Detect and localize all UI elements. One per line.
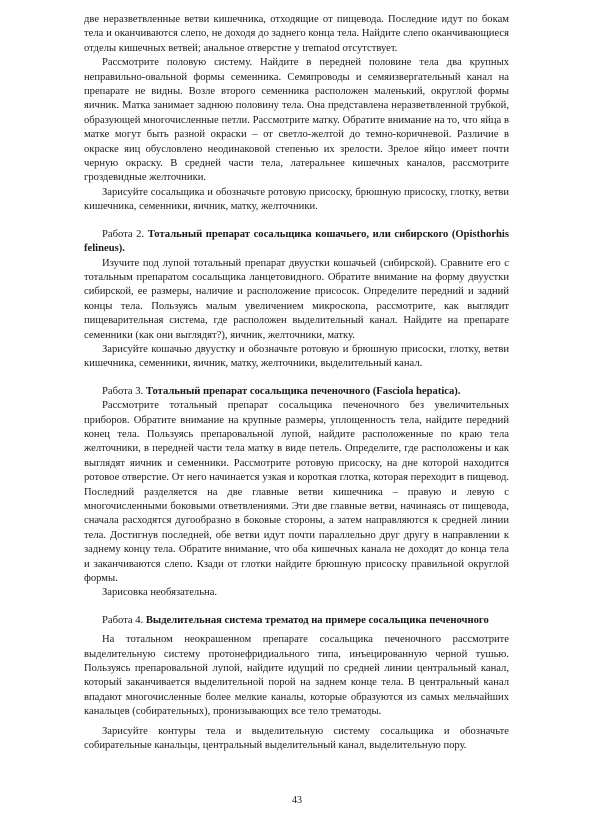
work-2-title: Тотальный препарат сосальщика кошачьего, или сибирского (Opisthorhis felineus). xyxy=(84,228,509,255)
work-4-heading xyxy=(84,614,509,628)
work-2-paragraph-2: Зарисуйте кошачью двуустку и обозначьте ротовую и брюшную присоски, глотку, ветви кишечника, семенники, яичник, матку, желточники, выделительный канал. xyxy=(84,343,509,370)
work-3-heading xyxy=(84,385,509,399)
work-2-prefix: Работа 2. xyxy=(102,228,148,240)
work-3-paragraph-1: Рассмотрите тотальный препарат сосальщика печеночного без увеличительных приборов. Обратите внимание на крупные размеры, уплощенность тела, найдите передний конец тела. Пользуясь препаровальной лупой, найдите расположенные по краю тела желточники, в передней части тела матку в виде петель. Определите, где расположены и как выглядят яичник и семенники. Рассмотрите ротовую присоску, на дне которой находится ротовое отверстие. От него начинается узкая и короткая глотка, которая переходит в пищевод. Последний разделяется на две главные ветви кишечника – правую и левую с многочисленными боковыми ответвлениями. Эти две главные ветви, начинаясь от пищевода, сначала расходятся дугообразно в боковые стороны, а затем направляются к средней линии тела. Достигнув последней, обе ветви идут почти параллельно друг другу в направлении к заднему концу тела. Обратите внимание, что оба кишечных канала не доходят до конца тела и заканчиваются слепо. Кзади от глотки найдите брюшную присоску правильной округлой формы. xyxy=(84,400,509,585)
spacer xyxy=(84,601,509,614)
work-4-title: Выделительная система трематод на примере сосальщика печеночного xyxy=(145,614,489,626)
intro-paragraph-2: Рассмотрите половую систему. Найдите в передней половине тела два крупных неправильно-овальной формы семенника. Семяпроводы и семяизвергательный канал на препарате не видны. Возле второго семенника расположен маленький, округлой формы яичник. Матка занимает заднюю половину тела. Она представлена неразветвленной трубкой, образующей многочисленные петли. Рассмотрите матку. Обратите внимание на то, что яйца в матке могут быть разной окраски – от светло-желтой до темно-коричневой. Различие в окраске яиц обусловлено неодинаковой степенью их зрелости. Зрелое яйцо имеет почти черную окраску. В средней части тела, латеральнее кишечных каналов, рассмотрите гроздевидные желточники. xyxy=(84,57,509,184)
page-number: 43 xyxy=(292,795,302,806)
spacer xyxy=(84,215,509,228)
work-2-paragraph-1: Изучите под лупой тотальный препарат двуустки кошачьей (сибирской). Сравните его с тотальным препаратом сосальщика ланцетовидного. Обратите внимание на форму двуустки сибирской, ее размеры, наличие и расположение присосок. Определите передний и задний концы тела. Пользуясь малым увеличением микроскопа, рассмотрите, как выглядит пищеварительная система, где расположен выделительный канал. Найдите на препарате семенники (как они выглядят?), яичник, желточники, матку. xyxy=(84,257,509,341)
intro-paragraph-1: две неразветвленные ветви кишечника, отходящие от пищевода. Последние идут по бокам тела и оканчиваются слепо, не доходя до заднего конца тела. Найдите слепо оканчивающиеся отделы кишечных ветвей; анальное отверстие у trematod отсутствует. xyxy=(84,14,509,54)
work-4-paragraph-2: Зарисуйте контуры тела и выделительную систему сосальщика и обозначьте собирательные канальцы, центральный выделительный канал, выделительную пору. xyxy=(84,725,509,752)
work-2-heading xyxy=(84,228,509,257)
work-3-paragraph-2: Зарисовка необязательна. xyxy=(102,587,218,599)
work-3-title: Тотальный препарат сосальщика печеночного (Fasciola hepatica). xyxy=(145,385,461,397)
spacer xyxy=(84,372,509,385)
work-4-prefix: Работа 4. xyxy=(102,614,146,626)
work-3-prefix: Работа 3. xyxy=(102,385,146,397)
intro-paragraph-3: Зарисуйте сосальщика и обозначьте ротовую присоску, брюшную присоску, глотку, ветви кишечника, семенники, яичник, матку, желточники. xyxy=(84,186,509,213)
work-4-paragraph-1: На тотальном неокрашенном препарате сосальщика печеночного рассмотрите выделительную систему протонефридиального типа, инъецированную черной тушью. Пользуясь препаровальной лупой, найдите идущий по средней линии центральный канал, который заканчивается выделительной порой на заднем конце тела. В центральный канал впадают многочисленные более мелкие каналы, которые образуются из самых мельчайших канальцев (собирательных), пронизывающих все тело трематоды. xyxy=(84,634,509,718)
